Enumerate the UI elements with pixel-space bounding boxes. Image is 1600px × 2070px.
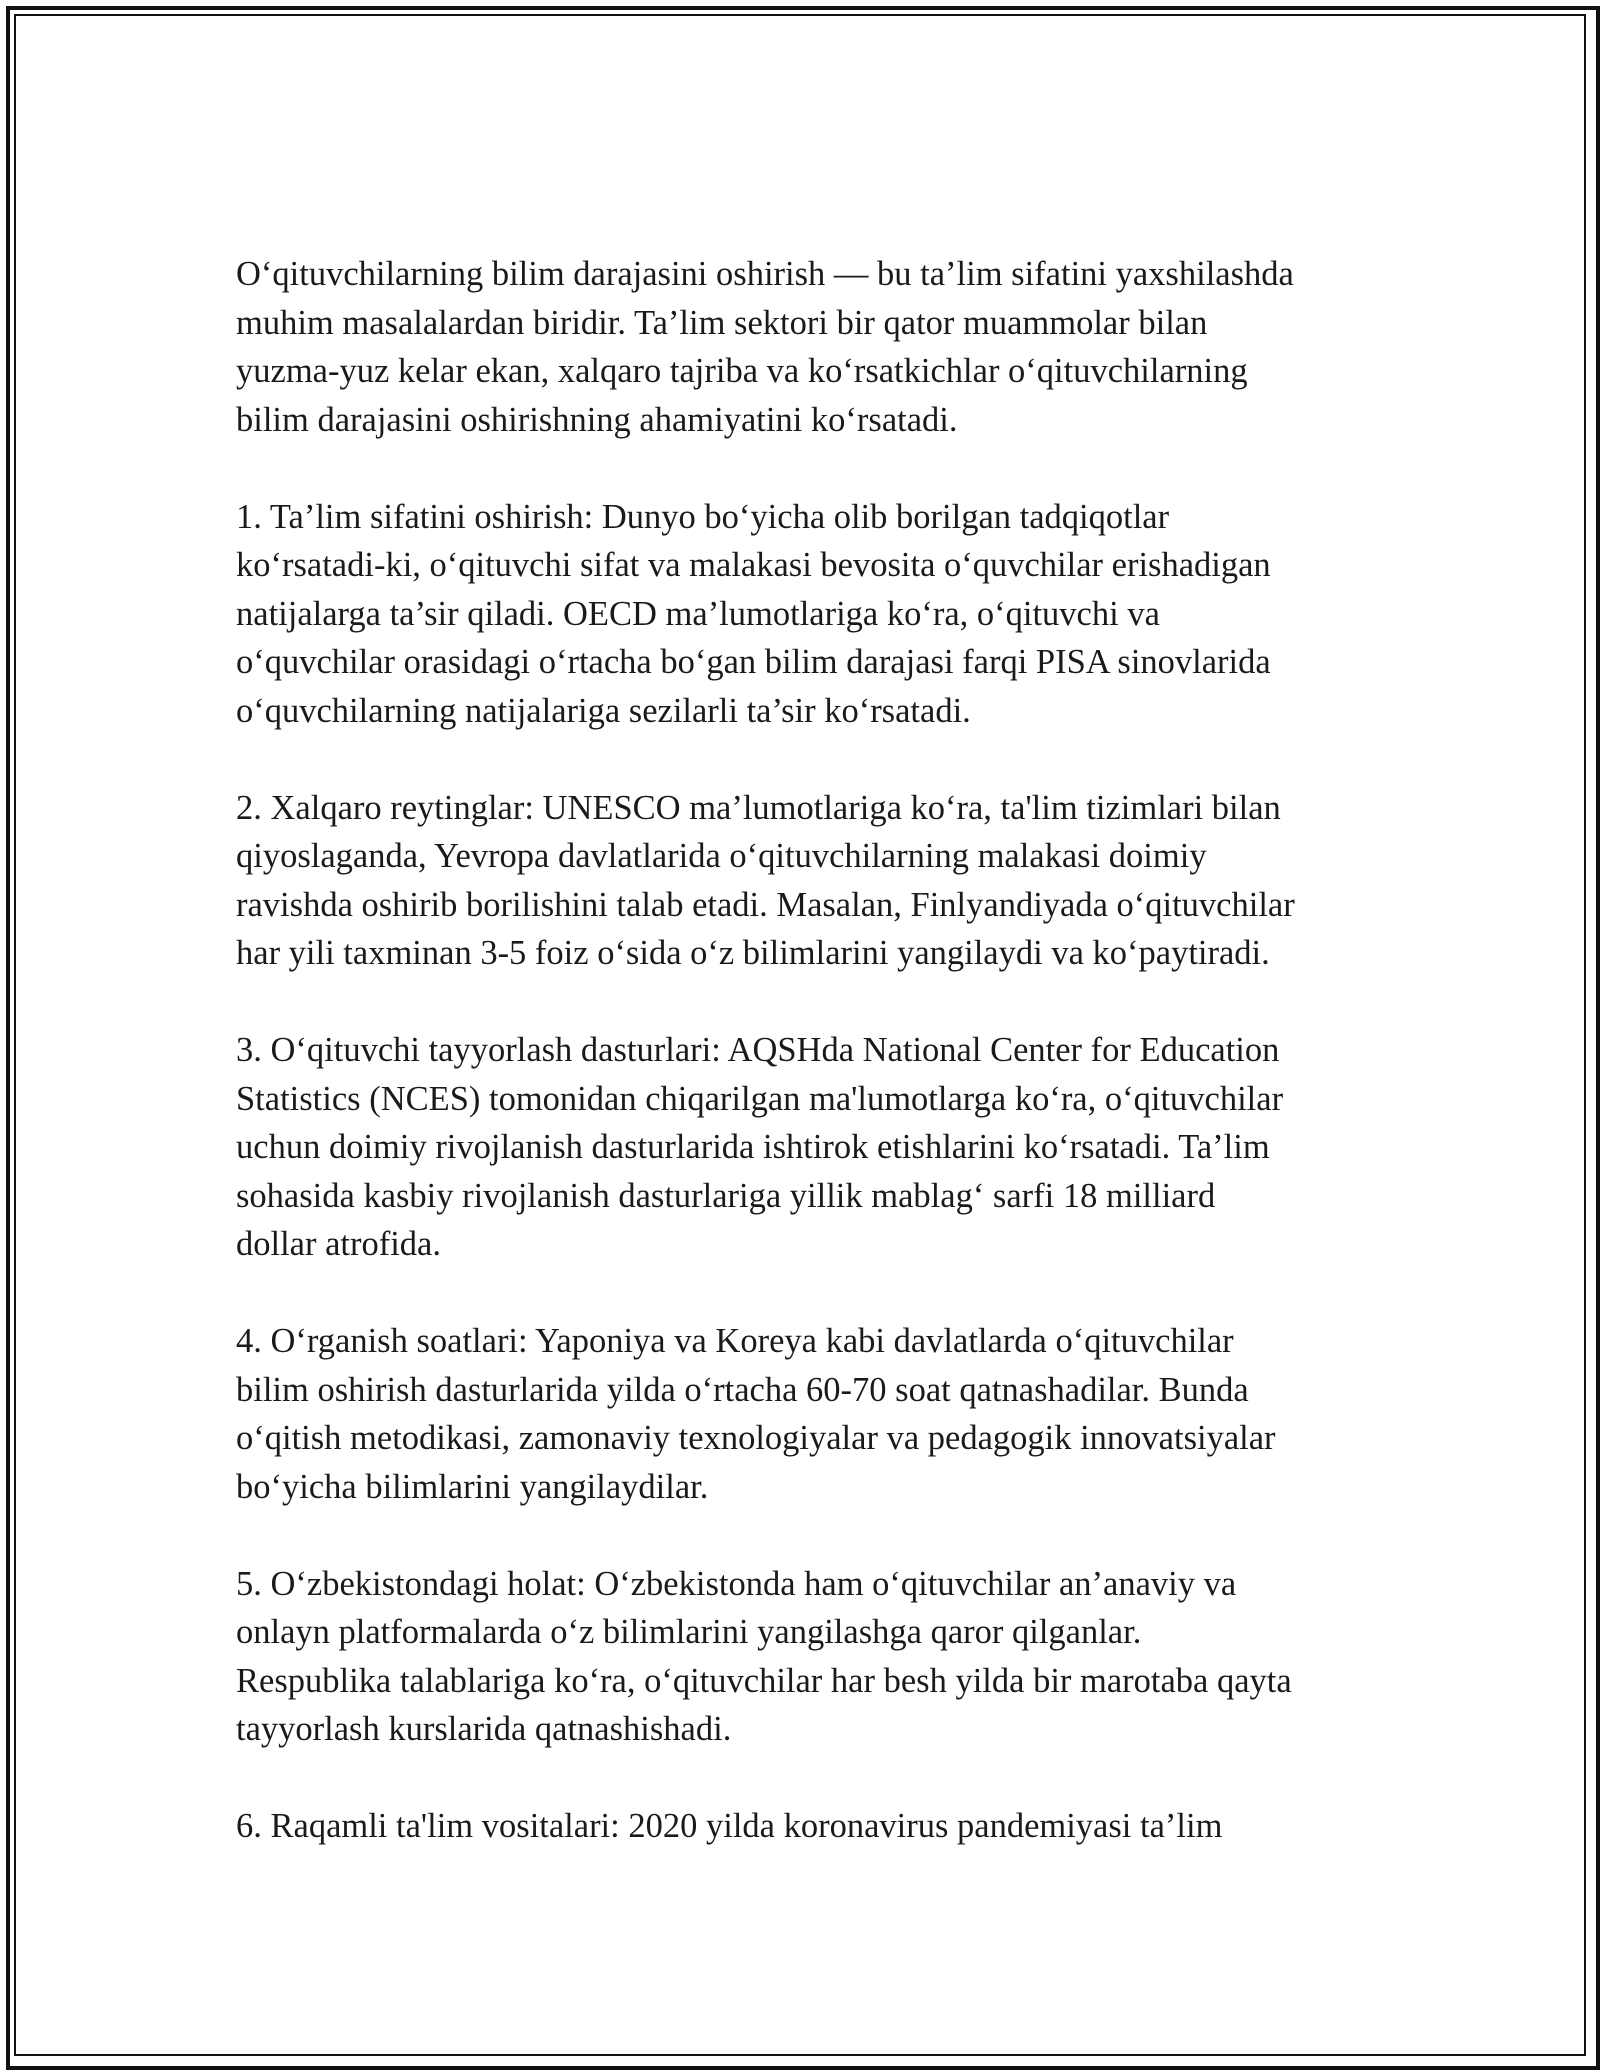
text-line: 5. O‘zbekistondagi holat: O‘zbekistonda ham o‘qituvchilar an’anaviy va [236,1564,1237,1603]
text-line: dollar atrofida. [236,1225,441,1263]
paragraph-item-5 [236,1560,1396,1754]
text-line: natijalarga ta’sir qiladi. OECD ma’lumotlariga ko‘ra, o‘qituvchi va [236,594,1160,633]
text-line: 4. O‘rganish soatlari: Yaponiya va Koreya kabi davlatlarda o‘qituvchilar [236,1322,1234,1360]
text-line: 2. Xalqaro reytinglar: UNESCO ma’lumotlariga ko‘ra, ta'lim tizimlari bilan [236,788,1281,827]
text-line: o‘qitish metodikasi, zamonaviy texnologiyalar va pedagogik innovatsiyalar [236,1419,1276,1457]
text-line: qiyoslaganda, Yevropa davlatlarida o‘qituvchilarning malakasi doimiy [236,837,1207,875]
text-line: sohasida kasbiy rivojlanish dasturlariga yillik mablag‘ sarfi 18 milliard [236,1176,1216,1215]
text-line: o‘quvchilar orasidagi o‘rtacha bo‘gan bilim darajasi farqi PISA sinovlarida [236,643,1271,681]
text-line: bilim oshirish dasturlarida yilda o‘rtacha 60-70 soat qatnashadilar. Bunda [236,1370,1249,1409]
text-line: Statistics (NCES) tomonidan chiqarilgan ma'lumotlarga ko‘ra, o‘qituvchilar [236,1079,1284,1118]
text-line: o‘quvchilarning natijalariga sezilarli ta’sir ko‘rsatadi. [236,691,971,730]
text-line: onlayn platformalarda o‘z bilimlarini yangilashga qaror qilganlar. [236,1613,1142,1651]
intro-paragraph [236,250,1396,444]
text-line: uchun doimiy rivojlanish dasturlarida ishtirok etishlarini ko‘rsatadi. Ta’lim [236,1128,1270,1166]
document-body [236,250,1396,1899]
paragraph-item-6 [236,1802,1396,1851]
text-line: 6. Raqamli ta'lim vositalari: 2020 yilda koronavirus pandemiyasi ta’lim [236,1807,1223,1845]
paragraph-item-2 [236,784,1396,978]
text-line: har yili taxminan 3-5 foiz o‘sida o‘z bilimlarini yangilaydi va ko‘paytiradi. [236,934,1270,972]
text-line: bo‘yicha bilimlarini yangilaydilar. [236,1467,709,1506]
text-line: 3. O‘qituvchi tayyorlash dasturlari: AQSHda National Center for Education [236,1031,1280,1069]
text-line: tayyorlash kurslarida qatnashishadi. [236,1710,732,1748]
text-line: O‘qituvchilarning bilim darajasini oshirish — bu ta’lim sifatini yaxshilashda [236,255,1294,293]
text-line: Respublika talablariga ko‘ra, o‘qituvchilar har besh yilda bir marotaba qayta [236,1661,1292,1700]
text-line: 1. Ta’lim sifatini oshirish: Dunyo bo‘yicha olib borilgan tadqiqotlar [236,497,1170,536]
text-line: muhim masalalardan biridir. Ta’lim sektori bir qator muammolar bilan [236,303,1208,342]
text-line: yuzma-yuz kelar ekan, xalqaro tajriba va ko‘rsatkichlar o‘qituvchilarning [236,352,1248,390]
text-line: ko‘rsatadi-ki, o‘qituvchi sifat va malakasi bevosita o‘quvchilar erishadigan [236,546,1271,584]
paragraph-item-4 [236,1317,1396,1511]
text-line: ravishda oshirib borilishini talab etadi. Masalan, Finlyandiyada o‘qituvchilar [236,885,1295,924]
paragraph-item-1 [236,493,1396,736]
paragraph-item-3 [236,1026,1396,1269]
text-line: bilim darajasini oshirishning ahamiyatini ko‘rsatadi. [236,400,958,439]
